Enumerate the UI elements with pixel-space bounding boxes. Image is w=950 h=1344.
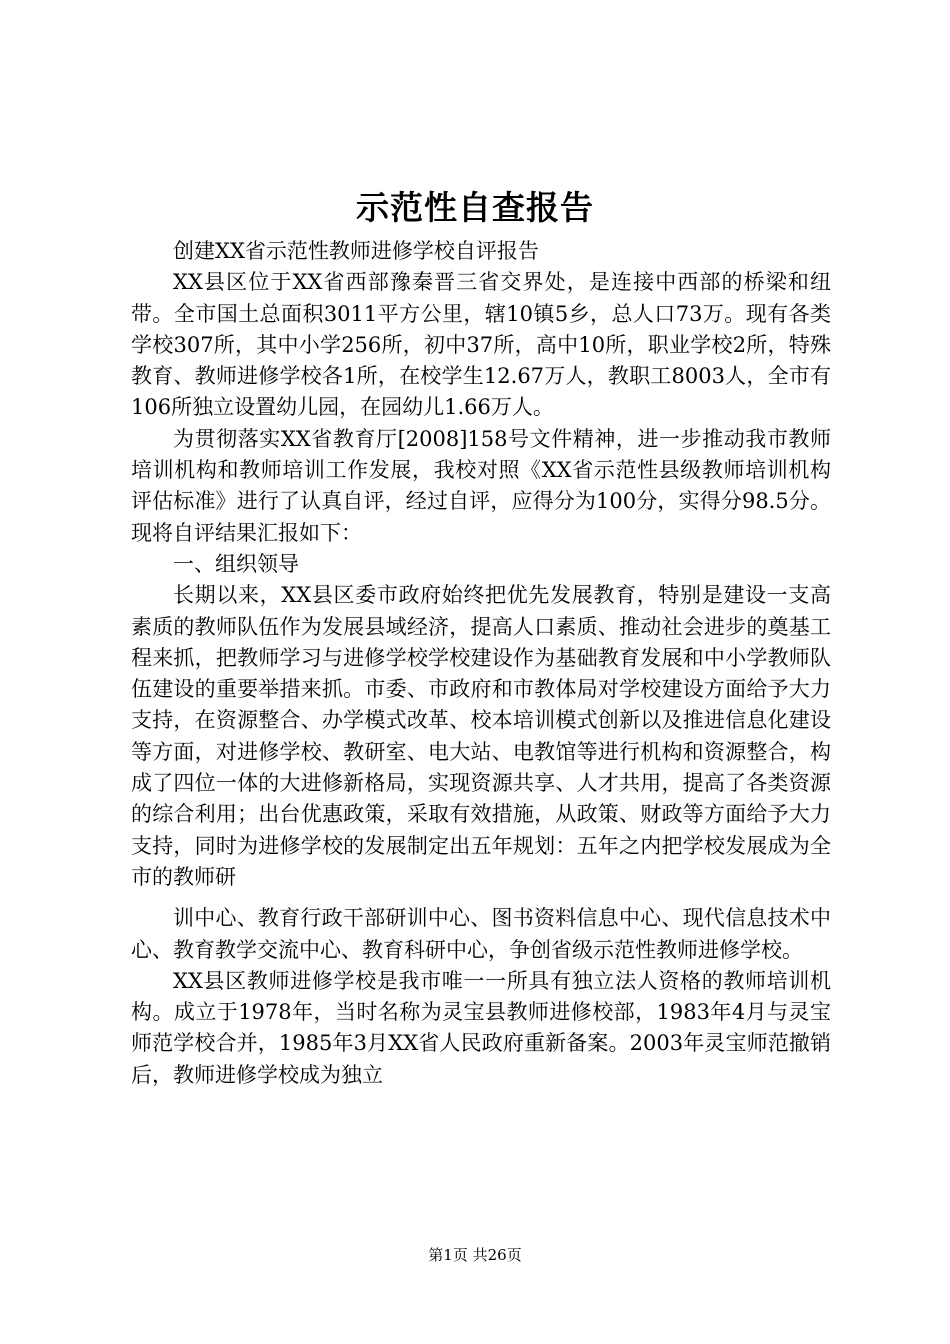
body-paragraph: 为贯彻落实XX省教育厅[2008]158号文件精神，进一步推动我市教师培训机构和教师培训工作发展，我校对照《XX省示范性县级教师培训机构评估标准》进行了认真自评，经过自评，应得分为100分，实得分98.5分。现将自评结果汇报如下： xyxy=(131,426,831,545)
section-heading: 一、组织领导 xyxy=(173,551,299,576)
document-title: 示范性自查报告 xyxy=(356,188,594,227)
body-paragraph: XX县区位于XX省西部豫秦晋三省交界处，是连接中西部的桥梁和纽带。全市国土总面积3011平方公里，辖10镇5乡，总人口73万。现有各类学校307所，其中小学256所，初中37所，高中10所，职业学校2所，特殊教育、教师进修学校各1所，在校学生12.67万人，教职工8003人，全市有106所独立设置幼儿园，在园幼儿1.66万人。 xyxy=(131,270,831,420)
body-paragraph: 长期以来，XX县区委市政府始终把优先发展教育，特别是建设一支高素质的教师队伍作为发展县域经济，提高人口素质、推动社会进步的奠基工程来抓，把教师学习与进修学校学校建设作为基础教育发展和中小学教师队伍建设的重要举措来抓。市委、市政府和市教体局对学校建设方面给予大力支持，在资源整合、办学模式改革、校本培训模式创新以及推进信息化建设等方面，对进修学校、教研室、电大站、电教馆等进行机构和资源整合，构成了四位一体的大进修新格局，实现资源共享、人才共用，提高了各类资源的综合利用；出台优惠政策，采取有效措施，从政策、财政等方面给予大力支持，同时为进修学校的发展制定出五年规划：五年之内把学校发展成为全市的教师研 xyxy=(131,583,831,889)
subtitle-paragraph: 创建XX省示范性教师进修学校自评报告 xyxy=(173,239,539,263)
body-paragraph: XX县区教师进修学校是我市唯一一所具有独立法人资格的教师培训机构。成立于1978年，当时名称为灵宝县教师进修校部，1983年4月与灵宝师范学校合并，1985年3月XX省人民政府重新备案。2003年灵宝师范撤销后，教师进修学校成为独立 xyxy=(131,968,831,1087)
body-paragraph: 训中心、教育行政干部研训中心、图书资料信息中心、现代信息技术中心、教育教学交流中心、教育科研中心，争创省级示范性教师进修学校。 xyxy=(131,906,831,962)
document-body xyxy=(131,236,831,1091)
page-footer: 第1页 共26页 xyxy=(428,1246,522,1264)
